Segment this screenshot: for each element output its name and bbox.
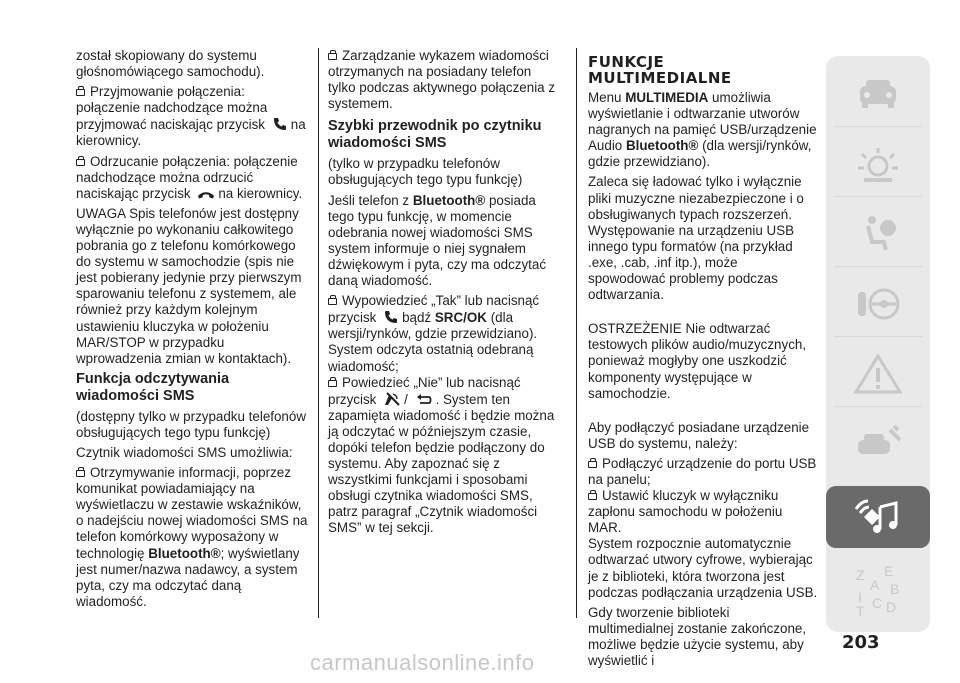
tab-maintenance[interactable] [826, 416, 930, 472]
phone-accept-icon [383, 309, 399, 325]
bluetooth-term: Bluetooth® [412, 192, 486, 208]
bullet-icon [328, 53, 337, 60]
car-tools-icon [850, 422, 906, 466]
svg-text:Z: Z [856, 567, 865, 583]
column-2 [328, 48, 560, 537]
column-3 [588, 48, 818, 673]
item-text: na kierownicy. [76, 117, 306, 149]
paragraph [588, 90, 818, 170]
text: Jeśli telefon z [328, 192, 410, 208]
section-heading: FUNKCJE MULTIMEDIALNE [588, 53, 732, 87]
separator: / [404, 391, 408, 407]
paragraph-warning: UWAGA Spis telefonów jest dostępny wyłącznie po wykonaniu całkowitego pobrania go z telefonu komórkowego do systemu w samochodzie (spis nie jest pobierany jedynie przy pierwszym sparowaniu telefonu z systemem, ale również przy każdym kolejnym ustawieniu kluczyka w położeniu MAR/STOP w przypadku wprowadzenia zmian w kontaktach). [76, 205, 302, 366]
item-text: ; wyświetlany jest numer/nazwa nadawcy, a system pyta, czy ma odczytać daną wiadomość. [76, 545, 300, 609]
text: umożliwia wyświetlanie i odtwarzanie utworów nagranych na pamięć USB/urządzenie Audio [588, 90, 817, 154]
bullet-icon [76, 89, 85, 96]
tab-safety[interactable] [826, 206, 930, 262]
multimedia-icon [850, 495, 906, 539]
tab-multimedia[interactable] [826, 486, 930, 548]
alphabet-index-icon [850, 564, 906, 618]
item-text: na kierownicy. [218, 185, 303, 201]
paragraph: Czytnik wiadomości SMS umożliwia: [76, 444, 293, 460]
watermark: carmanualsonline.info [310, 650, 535, 675]
text: (dla wersji/rynków, gdzie przewidziano). [588, 138, 812, 170]
item-text: Odrzucanie połączenia: połączenie nadchodzące można odrzucić naciskając przycisk [76, 153, 298, 201]
return-arrow-icon [415, 393, 433, 407]
warning-triangle-icon [850, 352, 906, 396]
paragraph: System rozpocznie automatycznie odtwarzać utwory cyfrowe, wybierając je z biblioteki, która tworzona jest podczas podłączania urządzenia USB. [588, 536, 818, 600]
item-text: Wypowiedzieć „Tak” lub nacisnąć przycisk [328, 293, 540, 326]
bullet-icon [328, 298, 337, 305]
svg-text:E: E [884, 564, 894, 579]
list-item-yes [328, 293, 560, 374]
phone-reject-icon [197, 189, 215, 201]
item-text: . System ten zapamięta wiadomość i będzie można ją odczytać w późniejszym czasie, dopóki telefon będzie podłączony do systemu. Aby zapoznać się z wszystkimi funkcjami i sposobami obsługi czytnika wiadomości SMS, patrz paragraf „Czytnik wiadomości SMS” w tej sekcji. [328, 391, 555, 536]
list-item-manage [328, 48, 560, 112]
tab-dashboard-lights[interactable] [826, 136, 930, 192]
paragraph-warning: OSTRZEŻENIE Nie odtwarzać testowych plików audio/muzycznych, ponieważ mogłyby one uszkodzić komponenty występujące w samochodzie. [588, 321, 807, 401]
list-item-no [328, 375, 560, 537]
list-item-notify [76, 465, 308, 610]
list-item-connect [588, 456, 818, 488]
bullet-icon [76, 159, 85, 166]
dashboard-lights-icon [850, 142, 906, 186]
list-item-reject-call [76, 154, 308, 202]
svg-text:I: I [858, 589, 862, 605]
list-item-accept-call [76, 84, 308, 149]
column-divider [576, 48, 577, 618]
text: posiada tego typu funkcję, w momencie odebrania nowej wiadomości SMS system informuje o niej sygnałem dźwiękowym i pyta, czy ma odczytać daną wiadomość. [328, 192, 547, 289]
tab-index[interactable] [826, 556, 930, 626]
multimedia-menu-term: MULTIMEDIA [625, 90, 709, 105]
bullet-icon [588, 493, 597, 500]
svg-text:T: T [856, 603, 865, 618]
paragraph: Zaleca się ładować tylko i wyłącznie pliki muzyczne niezabezpieczone i o obsługiwanych typach rozszerzeń. Występowanie na urządzeniu USB innego typu formatów (na przykład .exe, .cab, .inf itp.), może spowodować problemy podczas odtwarzania. [588, 174, 804, 303]
src-ok-button-label: SRC/OK [434, 310, 487, 326]
paragraph: Gdy tworzenie biblioteki multimedialnej zostanie zakończone, możliwe będzie użycie systemu, aby wyświetlić i [588, 604, 807, 668]
svg-text:D: D [886, 599, 897, 615]
airbag-seat-icon [850, 212, 906, 256]
paragraph: Aby podłączyć posiadane urządzenie USB do systemu, należy: [588, 419, 810, 451]
car-front-icon [850, 72, 906, 116]
item-text: (dla wersji/rynków, gdzie przewidziano). System odczyta ostatnią odebraną wiadomość; [328, 310, 538, 374]
paragraph: został skopiowany do systemu głośnomówiącego samochodu). [76, 48, 265, 80]
item-text: bądź [402, 310, 432, 326]
paragraph [328, 193, 560, 290]
bluetooth-term: Bluetooth® [625, 138, 699, 154]
bullet-icon [588, 461, 597, 468]
page-number: 203 [842, 632, 880, 653]
svg-text:B: B [890, 581, 900, 597]
paragraph-note: (tylko w przypadku telefonów obsługujących tego typu funkcję) [328, 156, 523, 188]
list-item-key [588, 488, 818, 536]
column-1 [76, 48, 308, 610]
bullet-icon [328, 380, 337, 387]
heading-sms-guide: Szybki przewodnik po czytniku wiadomości SMS [328, 118, 542, 152]
phone-accept-icon [272, 116, 288, 132]
item-text: Przyjmowanie połączenia: połączenie nadchodzące można przyjmować naciskając przycisk [76, 84, 268, 133]
item-text: Otrzymywanie informacji, poprzez komunikat powiadamiający na wyświetlaczu w zestawie wskaźników, o nadejściu nowej wiadomości SMS na telefon komórkowy wyposażony w technologię [76, 465, 308, 561]
tab-car-front[interactable] [826, 66, 930, 122]
column-divider [318, 48, 319, 618]
item-text: Podłączyć urządzenie do portu USB na panelu; [588, 455, 817, 487]
key-steering-icon [850, 282, 906, 326]
item-text: Ustawić kluczyk w wyłączniku zapłonu samochodu w położeniu MAR. [588, 488, 783, 536]
svg-text:A: A [870, 577, 880, 593]
heading-sms-function: Funkcja odczytywania wiadomości SMS [76, 370, 230, 404]
bluetooth-term: Bluetooth® [148, 545, 221, 561]
voice-mute-icon [383, 391, 401, 407]
svg-text:C: C [872, 595, 883, 611]
text: Menu [588, 90, 622, 105]
bullet-icon [76, 470, 85, 477]
section-sidebar [826, 56, 930, 632]
tab-start-drive[interactable] [826, 276, 930, 332]
paragraph-note: (dostępny tylko w przypadku telefonów obsługujących tego typu funkcję) [76, 408, 306, 440]
item-text: Zarządzanie wykazem wiadomości otrzymanych na posiadany telefon tylko podczas aktywnego połączenia z systemem. [328, 48, 556, 112]
tab-emergency[interactable] [826, 346, 930, 402]
item-text: Powiedzieć „Nie” lub nacisnąć przycisk [328, 374, 521, 407]
